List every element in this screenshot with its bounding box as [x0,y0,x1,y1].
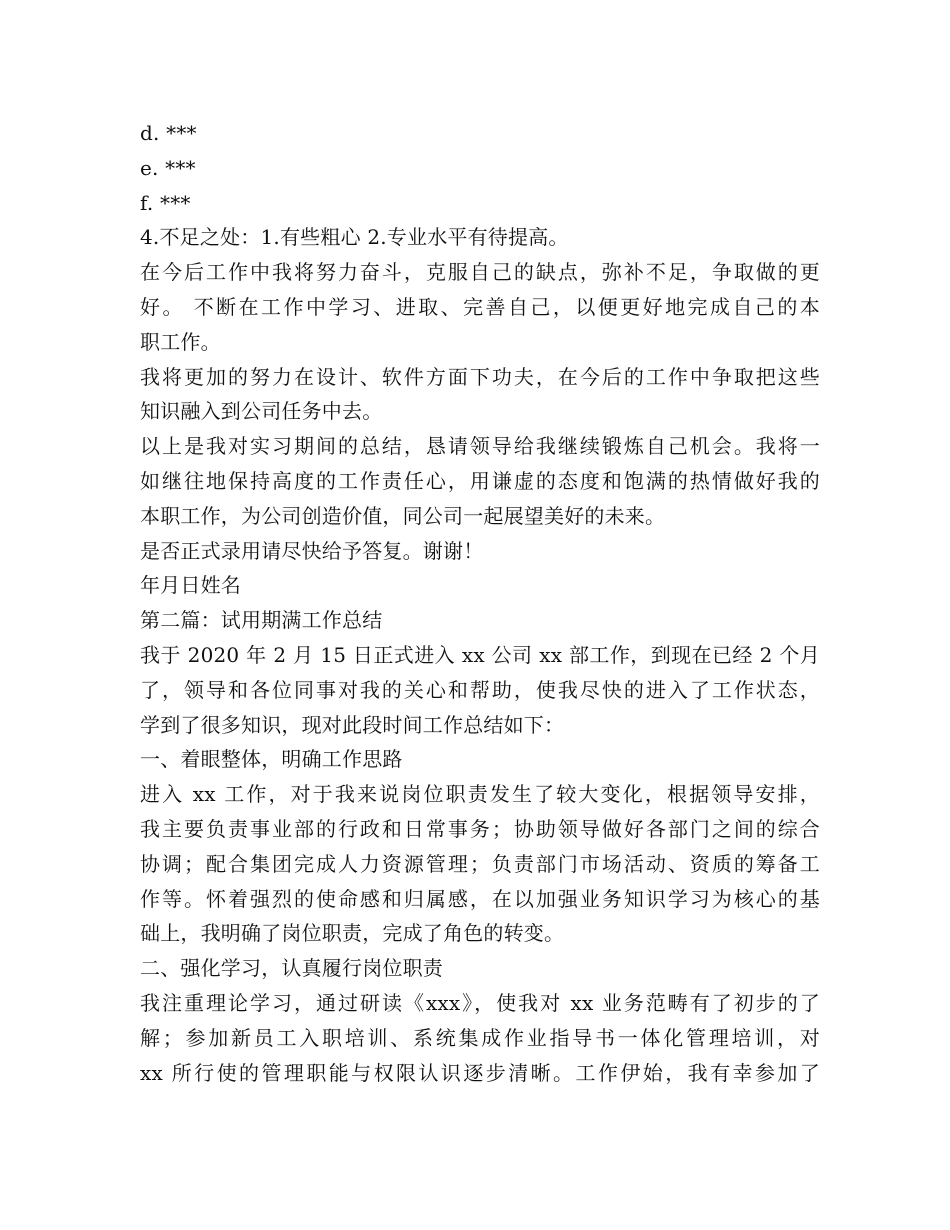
text-line: 进入 xx 工作，对于我来说岗位职责发生了较大变化，根据领导安排， [140,782,820,807]
text-line: 本职工作，为公司创造价值，同公司一起展望美好的未来。 [140,503,666,528]
text-line: 学到了很多知识，现对此段时间工作总结如下： [140,712,565,737]
section-heading: 二、强化学习，认真履行岗位职责 [140,956,443,981]
text-line: 在今后工作中我将努力奋斗，克服自己的缺点，弥补不足，争取做的更 [140,260,820,285]
text-line: 4.不足之处：1.有些粗心 2.专业水平有待提高。 [140,225,569,250]
text-line: 是否正式录用请尽快给予答复。谢谢！ [140,538,484,563]
signature-line: 年月日姓名 [140,573,241,598]
text-line: 我注重理论学习，通过研读《xxx》，使我对 xx 业务范畴有了初步的了 [140,990,820,1015]
text-line: 作等。怀着强烈的使命感和归属感，在以加强业务知识学习为核心的基 [140,886,820,911]
text-line: e. *** [140,155,196,180]
text-line: 知识融入到公司任务中去。 [140,399,383,424]
text-line: d. *** [140,121,197,145]
text-line: xx 所行使的管理职能与权限认识逐步清晰。工作伊始，我有幸参加了 [140,1060,820,1085]
text-line: 了，领导和各位同事对我的关心和帮助，使我尽快的进入了工作状态， [140,677,820,702]
text-line: 解；参加新员工入职培训、系统集成作业指导书一体化管理培训，对 [140,1025,820,1050]
document-page [140,116,820,1090]
text-line: 我将更加的努力在设计、软件方面下功夫，在今后的工作中争取把这些 [140,364,820,389]
text-line: 职工作。 [140,329,221,354]
text-line: 我于 2020 年 2 月 15 日正式进入 xx 公司 xx 部工作，到现在已经 2 个月 [140,642,820,667]
text-line: 我主要负责事业部的行政和日常事务；协助领导做好各部门之间的综合 [140,816,820,841]
text-line: 以上是我对实习期间的总结，恳请领导给我继续锻炼自己机会。我将一 [140,434,820,459]
text-line: 如继往地保持高度的工作责任心，用谦虚的态度和饱满的热情做好我的 [140,468,820,493]
section-heading: 一、着眼整体，明确工作思路 [140,747,403,772]
section-title: 第二篇：试用期满工作总结 [140,608,383,633]
text-line: 础上，我明确了岗位职责，完成了角色的转变。 [140,921,565,946]
text-line: f. *** [140,190,191,215]
text-line: 好。 不断在工作中学习、进取、完善自己，以便更好地完成自己的本 [140,294,820,319]
text-line: 协调；配合集团完成人力资源管理；负责部门市场活动、资质的筹备工 [140,851,820,876]
